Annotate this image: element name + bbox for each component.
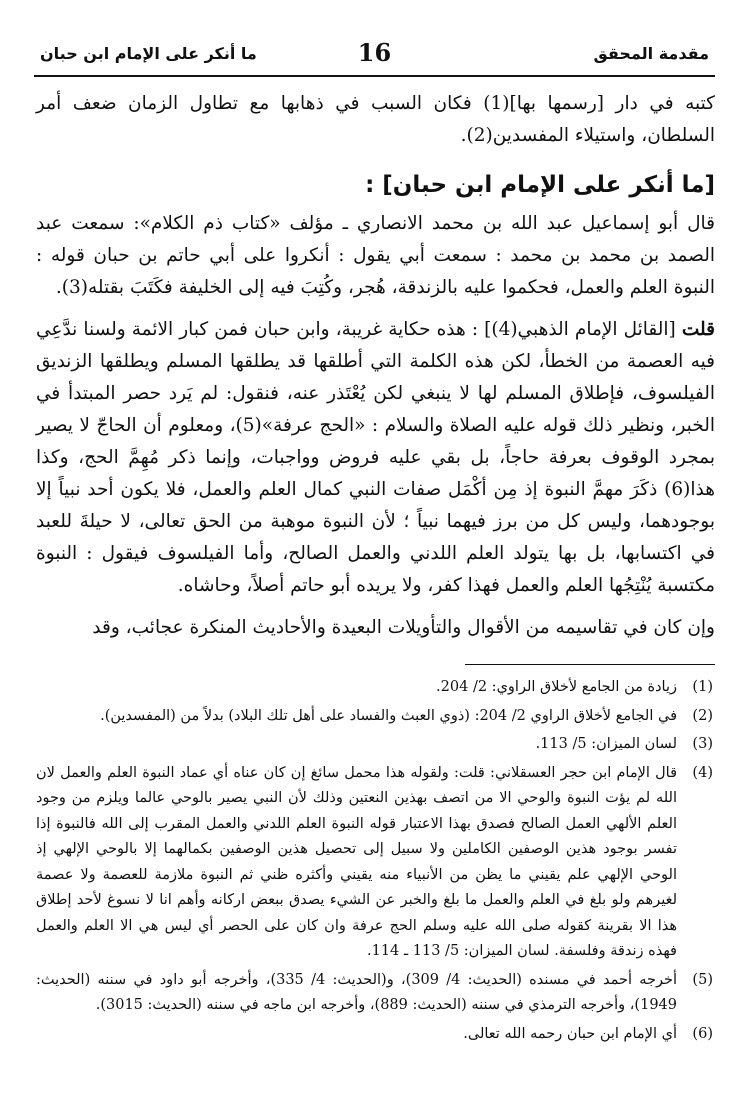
footnote-5	[36, 968, 713, 1019]
footnote-text: لسان الميزان: 5/ 113.	[535, 736, 677, 752]
footnote-rule	[465, 664, 715, 665]
paragraph-continuation: وإن كان في تقاسيمه من الأقوال والتأويلات البعيدة والأحاديث المنكرة عجائب، وقد	[92, 617, 715, 638]
page-number: 16	[357, 38, 392, 67]
footnote-number: (6)	[692, 1025, 713, 1042]
section-heading: [ما أنكر على الإمام ابن حبان] :	[365, 172, 715, 198]
main-text	[36, 88, 715, 644]
lead-word: قلت	[681, 319, 715, 340]
footnote-number: (1)	[692, 679, 713, 695]
footnote-number: (5)	[692, 971, 713, 988]
paragraph-ansari-report: قال أبو إسماعيل عبد الله بن محمد الانصاري ـ مؤلف «كتاب ذم الكلام»: سمعت عبد الصمد بن محمد بن محمد : سمعت أبي يقول : أنكروا على أبي حاتم بن حبان قوله : النبوة العلم والعمل، فحكموا عليه بالزندقة، هُجر، وكُتِبَ فيه إلى الخليفة فكَتَبَ بقتله(3).	[36, 213, 715, 298]
footnote-1	[36, 675, 713, 701]
paragraph-intro: كتبه في دار [رسمها بها](1) فكان السبب في ذهابها مع تطاول الزمان ضعف أمر السلطان، واستيلاء المفسدين(2).	[36, 93, 715, 146]
running-header	[34, 34, 715, 74]
header-book-section: مقدمة المحقق	[593, 44, 709, 63]
paragraph-dhahabi-comment	[36, 314, 715, 602]
footnote-text: زيادة من الجامع لأخلاق الراوي: 2/ 204.	[436, 679, 677, 695]
footnote-text: أخرجه أحمد في مسنده (الحديث: 4/ 309)، و(الحديث: 4/ 335)، وأخرجه أبو داود في سننه (الحديث: 1949)، وأخرجه الترمذي في سننه (الحديث: 889)، وأخرجه ابن ماجه في سننه (الحديث: 3015).	[36, 971, 677, 1013]
footnote-text: قال الإمام ابن حجر العسقلاني: قلت: ولقوله هذا محمل سائغ إن كان عناه أي عماد النبوة العلم والعمل لان الله لم يؤت النبوة والوحي الا من اتصف بهذين النعتين وذلك لأن النبي يصير بالوحي عالما ويلزم من وجود العلم الألهي العمل الصالح فصدق بهذا الاعتبار قوله النبوة العلم اللدني والعمل المقرب إلى الله فالنبوة إذا تفسر بوجود هذين الوصفين الكاملين ولا سبيل إلى تحصيل هذين الوصفين بكمالهما إلا بالوحي الإلهي إذ الوحي الإلهي علم يقيني ما يظن من الأنبياء منه يقيني وأكثره ظني ثم النبوة ملازمة للعصمة ولا عصمة لغيرهم ولو بلغ في العلم والعمل ما بلغ والخبر عن الشيء يصدق ببعض اركانه وأهم انا لا نسوغ لأحد إطلاق هذا الا بقرينة كقوله صلى الله عليه وسلم الحج عرفة وان كان على الحصر أي ليس هي الا العلم والعمل فهذه زندقة وفلسفة. لسان الميزان: 5/ 113 ـ 114.	[36, 764, 677, 959]
paragraph-gap	[36, 304, 715, 314]
footnotes	[36, 675, 713, 1050]
footnote-number: (3)	[692, 736, 713, 752]
footnote-6	[36, 1022, 713, 1048]
footnote-2	[36, 704, 713, 730]
header-rule	[34, 75, 715, 77]
paragraph-dhahabi-text: [القائل الإمام الذهبي(4)] : هذه حكاية غريبة، وابن حبان فمن كبار الائمة ولسنا ندَّعِي فيه العصمة من الخطأ، لكن هذه الكلمة التي أطلقها قد يطلقها المسلم ويطلقها الزنديق الفيلسوف، فإطلاق المسلم لها لا ينبغي لكن يُعْتَذر عنه، فنقول: لم يَرد حصر المبتدأ في الخبر، ونظير ذلك قوله عليه الصلاة والسلام : «الحج عرفة»(5)، ومعلوم أن الحاجّ لا يصير بمجرد الوقوف بعرفة حاجاً، بل بقي عليه فروض وواجبات، وإنما ذكر مُهِمَّ الحج، وكذا هذا(6) ذكَرَ مهمَّ النبوة إذ مِن أكْمَل صفات النبي كمال العلم والعمل، فلا يكون أحد نبياً إلا بوجودهما، وليس كل من برز فيهما نبياً ؛ لأن النبوة موهبة من الحق تعالى، لا حيلةَ للعبد في اكتسابها، بل بها يتولد العلم اللدني والعمل الصالح، وأما الفيلسوف فيقول : النبوة مكتسبة يُنْتِجُها العلم والعمل فهذا كفر، ولا يريده أبو حاتم أصلاً، وحاشاه.	[36, 319, 715, 596]
footnote-4	[36, 761, 713, 965]
footnote-number: (4)	[692, 764, 713, 781]
footnote-text: أي الإمام ابن حبان رحمه الله تعالى.	[463, 1025, 677, 1042]
header-chapter-title: ما أنكر على الإمام ابن حبان	[40, 44, 257, 63]
footnote-number: (2)	[692, 707, 713, 724]
footnote-3	[36, 732, 713, 758]
footnote-text: في الجامع لأخلاق الراوي 2/ 204: (ذوي العبث والفساد على أهل تلك البلاد) بدلاً من (المفسدين).	[100, 707, 677, 724]
paragraph-gap	[36, 602, 715, 612]
